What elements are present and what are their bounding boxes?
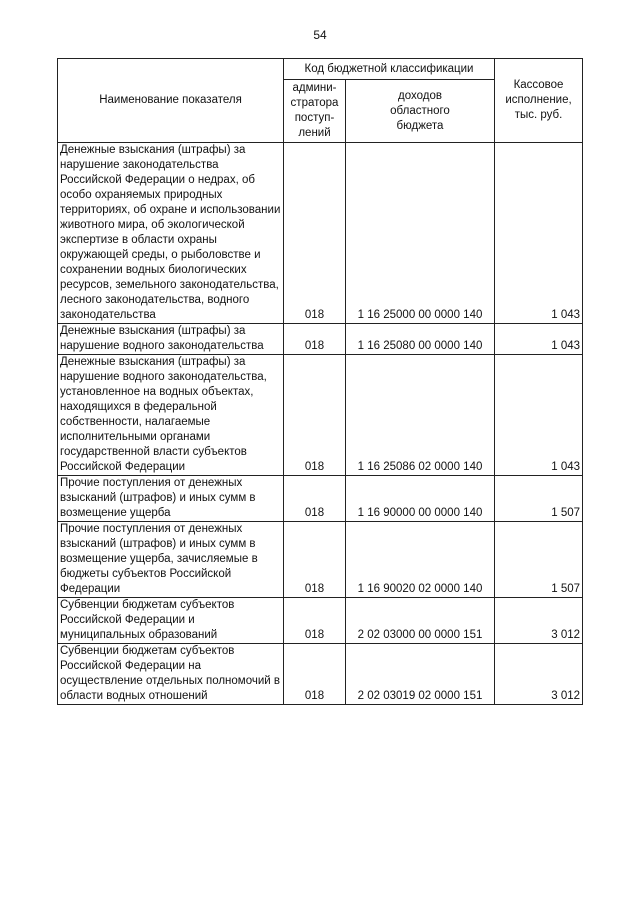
row-amount-cell: 3 012	[495, 598, 583, 644]
header-income: доходов областного бюджета	[346, 80, 495, 143]
table-row	[58, 644, 583, 705]
row-income-code-cell: 1 16 25000 00 0000 140	[346, 143, 495, 324]
budget-table	[57, 58, 583, 705]
row-admin-code-cell: 018	[284, 355, 346, 476]
table-row	[58, 324, 583, 355]
header-name: Наименование показателя	[58, 59, 284, 143]
table-row	[58, 476, 583, 522]
table-row	[58, 355, 583, 476]
row-name-cell: Денежные взыскания (штрафы) за нарушение законодательства Российской Федерации о недрах, об особо охраняемых природных территориях, об охране и использовании животного мира, об экологической экспертизе в области охраны окружающей среды, о рыболовстве и сохранении водных биологических ресурсов, земельного законодательства, лесного законодательства, водного законодательства	[58, 143, 284, 324]
row-admin-code-cell: 018	[284, 644, 346, 705]
header-admin: админи- стратора поступ- лений	[284, 80, 346, 143]
row-income-code-cell: 2 02 03019 02 0000 151	[346, 644, 495, 705]
row-amount-cell: 1 043	[495, 143, 583, 324]
table-row	[58, 522, 583, 598]
row-income-code-cell: 1 16 25080 00 0000 140	[346, 324, 495, 355]
table-body	[58, 143, 583, 705]
row-amount-cell: 1 507	[495, 522, 583, 598]
row-income-code-cell: 1 16 25086 02 0000 140	[346, 355, 495, 476]
row-amount-cell: 3 012	[495, 644, 583, 705]
header-code-group: Код бюджетной классификации	[284, 59, 495, 80]
row-name-cell: Субвенции бюджетам субъектов Российской Федерации на осуществление отдельных полномочий в области водных отношений	[58, 644, 284, 705]
table-row	[58, 598, 583, 644]
row-admin-code-cell: 018	[284, 476, 346, 522]
row-name-cell: Субвенции бюджетам субъектов Российской Федерации и муниципальных образований	[58, 598, 284, 644]
row-admin-code-cell: 018	[284, 324, 346, 355]
table-row	[58, 143, 583, 324]
row-name-cell: Денежные взыскания (штрафы) за нарушение водного законодательства, установленное на водных объектах, находящихся в федеральной собственности, налагаемые исполнительными органами государственной власти субъектов Российской Федерации	[58, 355, 284, 476]
table-header	[58, 59, 583, 143]
row-amount-cell: 1 507	[495, 476, 583, 522]
row-income-code-cell: 1 16 90000 00 0000 140	[346, 476, 495, 522]
row-income-code-cell: 2 02 03000 00 0000 151	[346, 598, 495, 644]
row-amount-cell: 1 043	[495, 324, 583, 355]
row-name-cell: Прочие поступления от денежных взысканий (штрафов) и иных сумм в возмещение ущерба	[58, 476, 284, 522]
row-amount-cell: 1 043	[495, 355, 583, 476]
row-admin-code-cell: 018	[284, 143, 346, 324]
row-admin-code-cell: 018	[284, 598, 346, 644]
header-amount: Кассовое исполнение, тыс. руб.	[495, 59, 583, 143]
row-admin-code-cell: 018	[284, 522, 346, 598]
row-name-cell: Денежные взыскания (штрафы) за нарушение водного законодательства	[58, 324, 284, 355]
row-income-code-cell: 1 16 90020 02 0000 140	[346, 522, 495, 598]
page-number: 54	[313, 28, 327, 42]
row-name-cell: Прочие поступления от денежных взысканий (штрафов) и иных сумм в возмещение ущерба, зачисляемые в бюджеты субъектов Российской Федерации	[58, 522, 284, 598]
